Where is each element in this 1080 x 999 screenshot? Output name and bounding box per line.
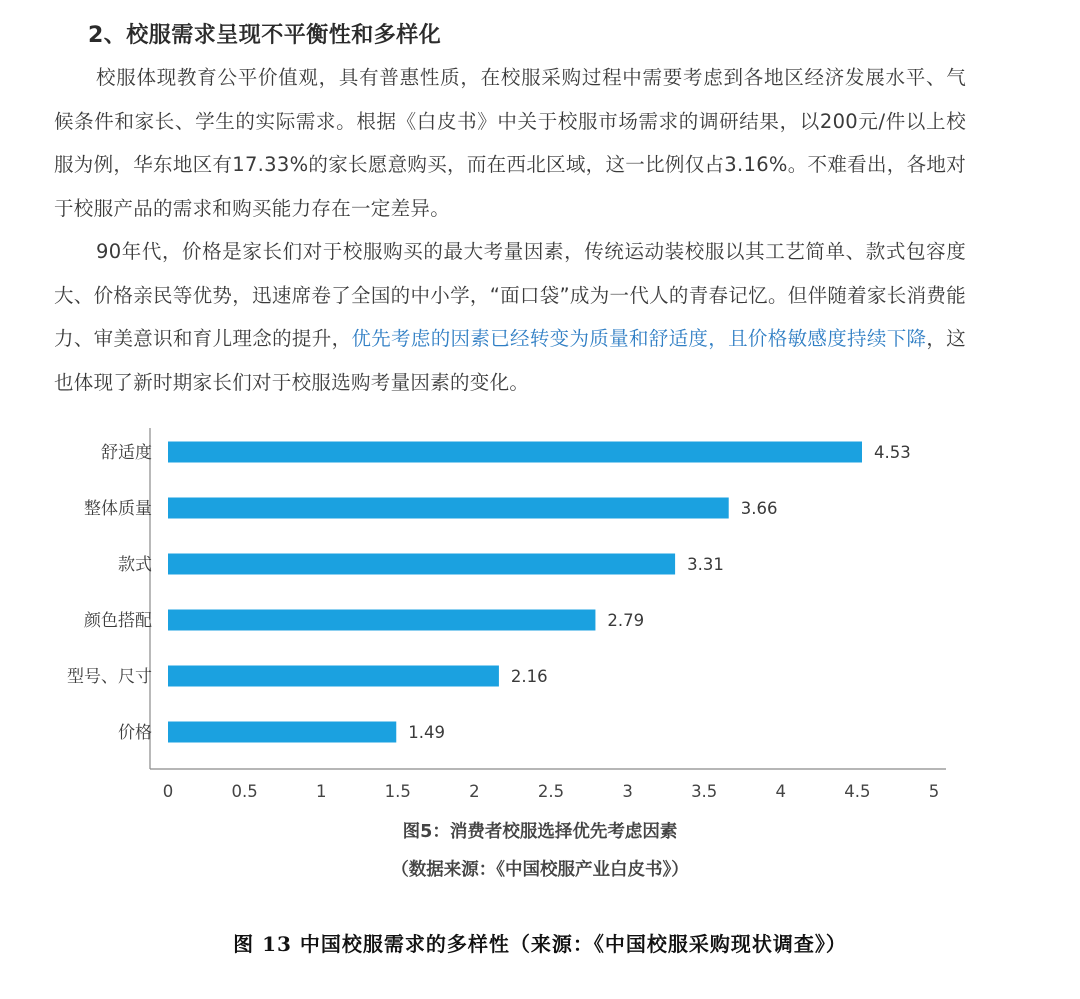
paragraph-2-highlight: 优先考虑的因素已经转变为质量和舒适度，且价格敏感度持续下降: [351, 327, 927, 350]
category-label: 款式: [118, 555, 152, 575]
x-tick-label: 2.5: [537, 782, 565, 801]
x-tick-label: 4: [775, 782, 787, 801]
paragraph-2-text-end: ，这也体现了新时期家长们对于校服选购考量因素的变化。: [54, 327, 966, 394]
x-tick-label: 0: [162, 782, 174, 801]
category-label: 舒适度: [101, 443, 152, 463]
x-tick-label: 5: [928, 782, 940, 801]
paragraph-2: [54, 230, 966, 404]
paragraph-1: 校服体现教育公平价值观，具有普惠性质，在校服采购过程中需要考虑到各地区经济发展水平、气候条件和家长、学生的实际需求。根据《白皮书》中关于校服市场需求的调研结果，以200元/件以上校服为例，华东地区有17.33%的家长愿意购买，而在西北区域，这一比例仅占3.16%。不难看出，各地对于校服产品的需求和购买能力存在一定差异。: [54, 66, 966, 220]
x-tick-label: 3.5: [691, 782, 718, 801]
value-label: 2.79: [607, 611, 645, 630]
bar: [168, 498, 729, 519]
category-label: 颜色搭配: [84, 611, 152, 631]
x-tick-label: 0.5: [231, 782, 258, 801]
bar: [168, 610, 595, 631]
figure-title: 图5：消费者校服选择优先考虑因素: [402, 822, 678, 842]
bar: [168, 722, 396, 743]
category-label: 型号、尺寸: [67, 667, 152, 687]
value-label: 2.16: [510, 667, 548, 686]
category-label: 价格: [118, 723, 152, 743]
value-label: 3.31: [687, 555, 724, 574]
figure-caption: 图 13 中国校服需求的多样性（来源：《中国校服采购现状调查》）: [233, 932, 847, 956]
category-label: 整体质量: [84, 499, 152, 519]
bar: [168, 554, 675, 575]
value-label: 3.66: [740, 499, 778, 518]
paragraph-2-text: 90年代，价格是家长们对于校服购买的最大考量因素，传统运动装校服以其工艺简单、款式包容度大、价格亲民等优势，迅速席卷了全国的中小学，“面口袋”成为一代人的青春记忆。但伴随着家长消费能力、审美意识和育儿理念的提升，: [54, 240, 966, 350]
value-label: 4.53: [873, 443, 911, 462]
bar: [168, 442, 862, 463]
factor-bar-chart: [0, 420, 1080, 810]
value-label: 1.49: [408, 723, 446, 742]
x-tick-label: 2: [469, 782, 480, 801]
x-tick-label: 1: [315, 782, 327, 801]
x-tick-label: 4.5: [844, 782, 871, 801]
section-heading: 2、校服需求呈现不平衡性和多样化: [88, 23, 442, 48]
x-tick-label: 3: [622, 782, 633, 801]
figure-source: （数据来源：《中国校服产业白皮书》）: [391, 860, 689, 880]
bar: [168, 666, 499, 687]
x-tick-label: 1.5: [384, 782, 411, 801]
